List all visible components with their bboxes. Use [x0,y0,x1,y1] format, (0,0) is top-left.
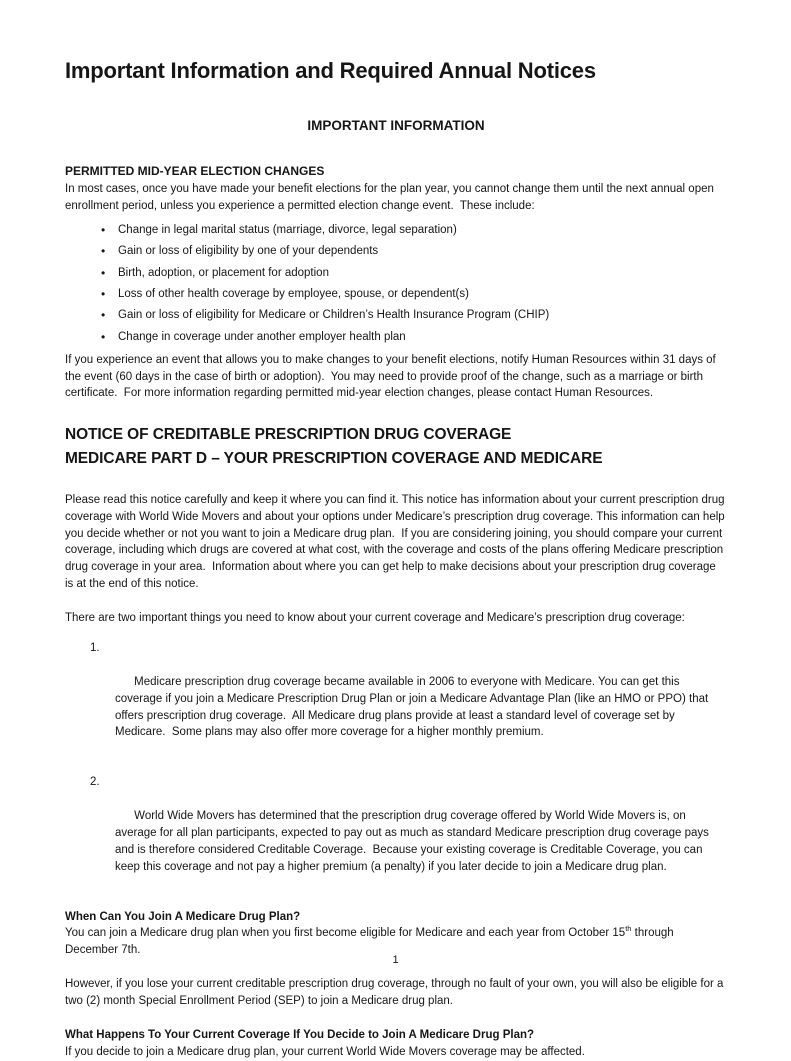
list-item: • Gain or loss of eligibility by one of your dependents [65,243,727,260]
document-title: Important Information and Required Annual Notices [65,58,596,83]
when-join-text-before: You can join a Medicare drug plan when you first become eligible for Medicare and each year from October 15 [65,927,626,940]
creditable-coverage-heading-line2: MEDICARE PART D – YOUR PRESCRIPTION COVERAGE AND MEDICARE [65,449,603,467]
list-item-number: 1. [90,642,100,655]
list-item: • Change in coverage under another employer health plan [65,329,727,346]
list-item-number: 2. [90,776,100,789]
list-item-text: Medicare prescription drug coverage became available in 2006 to everyone with Medicare. You can get this coverage if you join a Medicare Prescription Drug Plan or join a Medicare Advantage Plan (like an HMO or PPO) that offers prescription drug coverage. All Medicare drug plans provide at least a standard level of coverage set by Medicare. Some plans may also offer more coverage for a higher monthly premium. [115,675,712,739]
sep-paragraph: However, if you lose your current creditable prescription drug coverage, through no fault of your own, you will also be eligible for a two (2) month Special Enrollment Period (SEP) to join a Medicare drug plan. [65,978,727,1008]
creditable-coverage-heading [65,423,727,470]
election-change-events-list [65,222,727,346]
what-happens-heading: What Happens To Your Current Coverage If You Decide to Join A Medicare Drug Plan? [65,1028,535,1041]
medicare-intro-paragraph: Please read this notice carefully and keep it where you can find it. This notice has information about your current prescription drug coverage with World Wide Movers and about your options under Medicare’s prescription drug coverage. This information can help you decide whether or not you want to join a Medicare drug plan. If you are considering joining, you should compare your current coverage, including which drugs are covered at what cost, with the coverage and costs of the plans offering Medicare prescription drug coverage in your area. Information about where you can get help to make decisions about your prescription drug coverage is at the end of this notice. [65,493,728,591]
list-item: • Change in legal marital status (marriage, divorce, legal separation) [65,222,727,239]
list-item [65,774,727,892]
permitted-midyear-heading: PERMITTED MID-YEAR ELECTION CHANGES [65,164,325,178]
what-happens-paragraph: If you decide to join a Medicare drug plan, your current World Wide Movers coverage may be affected. [65,1045,585,1058]
when-join-text-after: through December 7th. [65,927,677,957]
important-information-heading: IMPORTANT INFORMATION [307,118,485,133]
list-item [65,640,727,758]
list-item: • Gain or loss of eligibility for Medicare or Children’s Health Insurance Program (CHIP) [65,307,727,324]
permitted-outro-paragraph: If you experience an event that allows you to make changes to your benefit elections, notify Human Resources within 31 days of the event (60 days in the case of birth or adoption). You may need to provide proof of the change, such as a marriage or birth certificate. For more information regarding permitted mid-year election changes, please contact Human Resources. [65,353,719,400]
two-things-paragraph: There are two important things you need to know about your current coverage and Medicare’s prescription drug coverage: [65,612,685,625]
ordinal-superscript: th [625,924,632,934]
list-item-text: World Wide Movers has determined that the prescription drug coverage offered by World Wide Movers is, on average for all plan participants, expected to pay out as much as standard Medicare prescription drug coverage pays and is therefore considered Creditable Coverage. Because your existing coverage is Creditable Coverage, you can keep this coverage and not pay a higher premium (a penalty) if you later decide to join a Medicare drug plan. [115,810,713,873]
list-item: • Loss of other health coverage by employee, spouse, or dependent(s) [65,286,727,303]
page-number: 1 [392,954,399,966]
creditable-coverage-heading-line1: NOTICE OF CREDITABLE PRESCRIPTION DRUG COVERAGE [65,426,512,444]
permitted-intro-paragraph: In most cases, once you have made your benefit elections for the plan year, you cannot change them until the next annual open enrollment period, unless you experience a permitted election change event. These include: [65,183,718,212]
list-item: • Birth, adoption, or placement for adoption [65,265,727,282]
medicare-facts-list [65,640,727,892]
when-join-heading: When Can You Join A Medicare Drug Plan? [65,910,301,923]
